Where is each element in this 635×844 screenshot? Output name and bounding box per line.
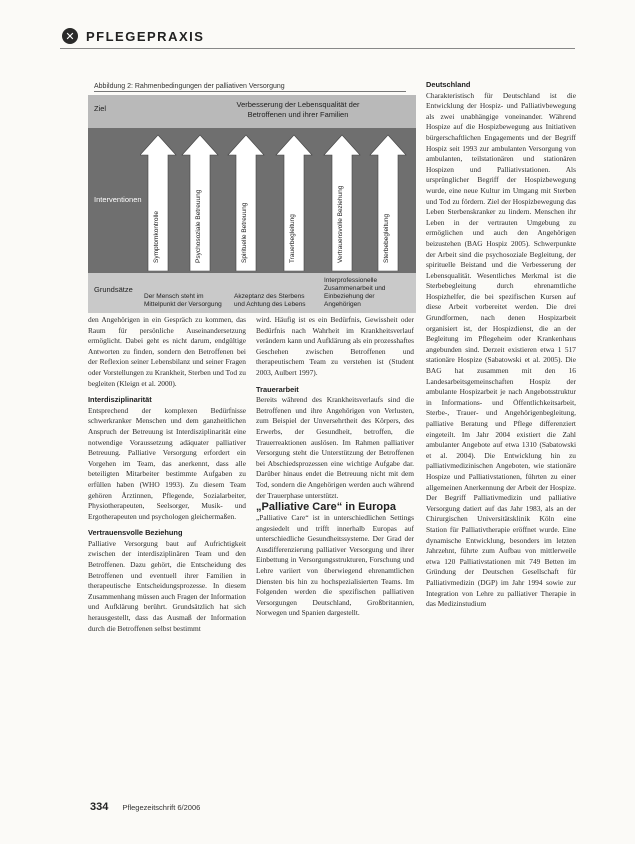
page-number: 334 — [90, 801, 109, 813]
row-label-interventionen: Interventionen — [94, 195, 142, 204]
page-footer — [90, 801, 200, 813]
paragraph: Charakteristisch für Deutschland ist die Entwicklung der Hospiz- und Palliativbewegung als zwei unabhängige voneinander. Während Hospize auf die Hospizbewegung aus Initiativen bürgerschaftlichen Engagements und der Begriff Hospiz seit 1993 zur ambulanten Versorgung von ambulanten, teilstationären und stationären Hospizen und Palliativstationen. Als ursprünglicher Begriff der Hospizbewegung wurde, eine neue Kultur im Umgang mit Sterben und Tod zu fördern. Ziel der Hospizbewegung das Leben Sterbenskranker zu lindern. Menschen ihr Leben in der vertrauten Umgebung zu ermöglichen und auch den Angehörigen beizustehen (BAG Hospiz 2005). Schwerpunkte der Arbeit sind die psychosoziale Begleitung, der spirituelle Beistand und die Verbesserung der Lebensqualität. Wesentliches Merkmal ist die Sterbebegleitung durch ehrenamtliche Hospizhelfer, die bei spezifischen Kursen auf diese Arbeit vorbereitet werden. Die drei Grundformen, nach denen Hospizarbeit organisiert ist, der Hospizdienst, die an der Begleitung im Pflegeheim oder Krankenhaus angebunden sind. Derzeit existieren etwa 1 517 stationäre Hospize (Sabatowski et al. 2005). Die BAG hat zusammen mit den 16 Landesarbeitsgemeinschaften Hospiz der ambulante Hospizarbeit je nach Angebotsstruktur in Informations- und Öffentlichkeitsarbeit, Sterbe-, Trauer- und Angehörigenbegleitung, palliative Beratung und Pflege differenziert eingeteilt. Im Jahr 2004 existiert die Zahl ambulanter Angebote auf etwa 1310 (Sabatowski et al. 2004). Die Entwicklung hin zu palliativmedizinischen Angeboten, wie stationäre Hospize und Palliativstationen, führten zu einer allgemeinen Anerkennung der Arbeit der Hospize. Der Begriff Palliativmedizin und palliative Versorgung datiert auf das Jahr 1983, als an der Chirurgischen Universitätsklinik Köln eine Station für Palliativtherapie eröffnet wurde. Eine dynamische Entwicklung, besonders im letzten Jahrzehnt, führte zum Aufbau von mittlerweile etwa 120 Palliativstationen mit 749 Betten im Gründung der Deutschen Gesellschaft für Palliativmedizin (DGP) im Jahr 1994 sowie zur Integration von Lehre zu palliativer Therapie in das Medizinstudium — [426, 90, 576, 609]
section-cross-icon: ✕ — [62, 28, 78, 44]
grundsatz-3: Interprofessionelle Zusammenarbeit und Einbeziehung der Angehörigen — [324, 277, 386, 308]
paragraph: Palliative Versorgung baut auf Aufrichtigkeit zwischen der interdisziplinären Team und den Betroffenen. Dazu gehört, die Entscheidung des Betroffenen und eventuell ihrer Familien in therapeutische Entscheidungsprozesse. In diesem Zusammenhang müssen auch Fragen der Information und Aufklärung berührt. Grundsätzlich hat sich herausgestellt, dass das Ausmaß der Information durch die Betroffenen selbst bestimmt — [88, 538, 246, 633]
arrow-label-4: Trauerbegleitung — [289, 214, 296, 263]
arrow-label-1: Symptomkontrolle — [153, 210, 160, 263]
arrow-label-2: Psychosoziale Betreuung — [195, 189, 202, 263]
paragraph: wird. Häufig ist es ein Bedürfnis, Gewissheit oder Bedürfnis nach Wahrheit im Krankheitsverlauf verändern kann und Aufklärung als ein prozesshaftes Geschehen zwischen Betroffenen und therapeutischem Team zu verstehen ist (Student 2003, Aulbert 1997). — [256, 315, 414, 377]
subheading-vertrauensvolle-beziehung: Vertrauensvolle Beziehung — [88, 528, 183, 538]
paragraph: den Angehörigen in ein Gespräch zu kommen, das Raum für persönliche Auseinandersetzung ermöglicht. Dabei geht es nicht darum, endgültige Antworten zu finden, sondern den Betroffenen bei der Reflexion seiner Lebensbilanz und seiner Fragen oder Vorstellungen zu Krankheit, Sterben und Tod zu begleiten (Kleign et al. 2000). — [88, 315, 246, 388]
figure-diagram — [88, 95, 416, 313]
header-rule — [60, 48, 575, 49]
arrow-label-5: Vertrauensvolle Beziehung — [337, 185, 344, 263]
paragraph: Entsprechend der komplexen Bedürfnisse schwerkranker Menschen und dem ganzheitlichen Anspruch der Betreuung ist Interdisziplinarität eine notwendige Voraussetzung adäquater palliativer Betreuung. Palliative Versorgung erfordert ein Vorgehen im Team, das anerkennt, dass alle beteiligten Mitarbeiter bestimmte Aufgaben zu erfüllen haben (WHO 1993). Zu diesem Team gehören Ärztinnen, Pflegende, Sozialarbeiter, Physiotherapeuten, Seelsorger, Musik- und Ergotherapeuten und psychologen gleichermaßen. — [88, 405, 246, 521]
journal-name: Pflegezeitschrift 6/2006 — [122, 803, 201, 812]
paragraph: Bereits während des Krankheitsverlaufs sind die Betroffenen und ihre Angehörigen von Verlusten, zum Beispiel der Unversehrtheit des Körpers, des Erwerbs, der Gesundheit, betroffen, die Trauerreaktionen auslösen. Im Rahmen palliativer Versorgung steht die Unterstützung der Betroffenen bei Abschiedsprozessen eine wichtige Aufgabe dar. Darüber hinaus endet die Betreuung nicht mit dem Tod, sondern die Angehörigen werden auch während der Trauerphase unterstützt. — [256, 395, 414, 500]
grundsatz-1: Der Mensch steht im Mittelpunkt der Versorgung — [144, 293, 222, 308]
section-title: PFLEGEPRAXIS — [86, 28, 205, 44]
text-column-1 — [88, 315, 246, 634]
grundsatz-2: Akzeptanz des Sterbens und Achtung des Lebens — [234, 293, 306, 308]
subheading-trauerarbeit: Trauerarbeit — [256, 384, 299, 394]
section-heading-europa: „Palliative Care“ in Europa — [256, 501, 396, 514]
subheading-interdisziplinaritaet: Interdisziplinarität — [88, 395, 152, 405]
arrow-label-3: Spirituelle Betreuung — [241, 202, 248, 263]
arrow-label-6: Sterbebegleitung — [383, 213, 390, 263]
journal-header — [62, 28, 204, 44]
paragraph: „Palliative Care“ ist in unterschiedlichen Settings angesiedelt und trifft innerhalb Europas auf unterschiedliche Gesundheitssysteme. Der Grad der Ausdifferenzierung palliativer Versorgung und ihrer Einbettung in Versorgungsstrukturen, Forschung und Lehre variiert von überwiegend ehrenamtlichen Diensten bis hin zu hochspezialisierten Teams. Im Folgenden werden die spezifischen palliativen Versorgungen Deutschland, Großbritannien, Norwegen und Spanien dargestellt. — [256, 513, 414, 618]
text-column-3 — [426, 80, 576, 610]
row-label-ziel: Ziel — [94, 104, 107, 113]
figure-caption: Abbildung 2: Rahmenbedingungen der palliativen Versorgung — [94, 83, 406, 92]
subheading-deutschland: Deutschland — [426, 80, 471, 89]
row-label-grundsaetze: Grundsätze — [94, 285, 133, 294]
intervention-arrows — [140, 133, 410, 271]
text-column-2 — [256, 315, 414, 619]
ziel-text: Verbesserung der Lebensqualität der Betroffenen und ihrer Familien — [236, 100, 360, 119]
